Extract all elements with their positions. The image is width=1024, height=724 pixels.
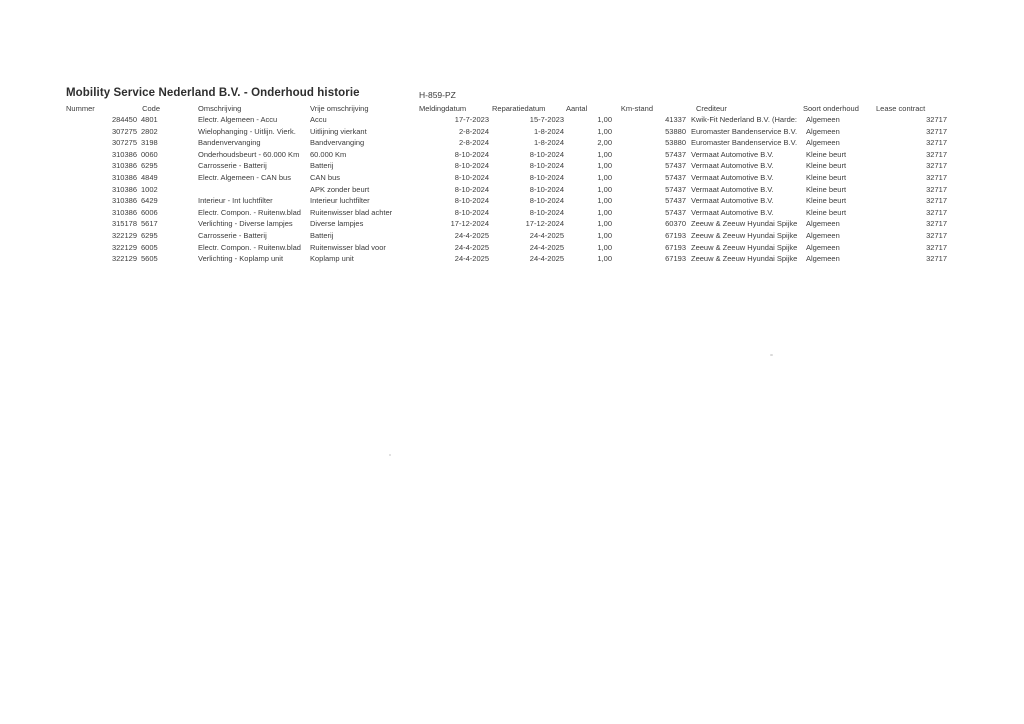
- column-header-km-stand: Km-stand: [620, 104, 653, 113]
- cell-nummer: 310386: [111, 207, 137, 217]
- cell-nummer: 310386: [111, 184, 137, 194]
- cell-crediteur-nummer: 57437: [665, 161, 686, 171]
- cell-crediteur: Euromaster Bandenservice B.V.: [691, 126, 798, 136]
- cell-nummer: 310386: [111, 172, 137, 182]
- cell-aantal: 1,00: [597, 126, 612, 136]
- cell-omschrijving: Electr. Algemeen - Accu: [198, 115, 278, 124]
- cell-crediteur-nummer: 57437: [665, 196, 686, 206]
- cell-meldingdatum: 2-8-2024: [458, 126, 489, 136]
- cell-crediteur: Vermaat Automotive B.V.: [691, 161, 774, 171]
- cell-crediteur: Zeeuw & Zeeuw Hyundai Spijke: [691, 219, 798, 229]
- table-row: [0, 172, 1024, 184]
- cell-reparatiedatum: 8-10-2024: [529, 207, 564, 217]
- cell-reparatiedatum: 8-10-2024: [529, 184, 564, 194]
- cell-soort-onderhoud: Kleine beurt: [806, 196, 847, 206]
- cell-vrije-omschrijving: Ruitenwisser blad voor: [310, 242, 386, 252]
- cell-reparatiedatum: 24-4-2025: [529, 254, 564, 264]
- cell-lease-contract: 32717: [926, 219, 947, 229]
- table-row: [0, 126, 1024, 138]
- cell-code: 6429: [141, 196, 158, 206]
- cell-meldingdatum: 2-8-2024: [458, 138, 489, 148]
- table-row: [0, 160, 1024, 172]
- cell-nummer: 307275: [111, 126, 137, 136]
- cell-aantal: 1,00: [597, 115, 612, 124]
- cell-soort-onderhoud: Algemeen: [806, 138, 840, 148]
- cell-soort-onderhoud: Algemeen: [806, 219, 840, 229]
- cell-soort-onderhoud: Algemeen: [806, 230, 840, 240]
- cell-soort-onderhoud: Algemeen: [806, 115, 840, 124]
- cell-code: 6295: [141, 161, 158, 171]
- cell-nummer: 310386: [111, 149, 137, 159]
- cell-soort-onderhoud: Kleine beurt: [806, 184, 847, 194]
- cell-reparatiedatum: 8-10-2024: [529, 161, 564, 171]
- cell-reparatiedatum: 24-4-2025: [529, 242, 564, 252]
- cell-omschrijving: Electr. Compon. - Ruitenw.blad: [198, 207, 301, 217]
- table-header-row: [0, 103, 1024, 114]
- cell-aantal: 2,00: [597, 138, 612, 148]
- cell-lease-contract: 32717: [926, 196, 947, 206]
- column-header-aantal: Aantal: [566, 104, 588, 113]
- column-header-reparatiedatum: Reparatiedatum: [492, 104, 546, 113]
- cell-meldingdatum: 24-4-2025: [454, 254, 489, 264]
- cell-vrije-omschrijving: Ruitenwisser blad achter: [310, 207, 393, 217]
- table-row: [0, 114, 1024, 126]
- cell-omschrijving: Carrosserie - Batterij: [198, 230, 267, 240]
- table-row: [0, 218, 1024, 230]
- cell-reparatiedatum: 17-12-2024: [525, 219, 564, 229]
- column-header-crediteur: Crediteur: [696, 104, 727, 113]
- table-row: [0, 230, 1024, 242]
- cell-vrije-omschrijving: Interieur luchtfilter: [310, 196, 370, 206]
- cell-crediteur-nummer: 57437: [665, 149, 686, 159]
- column-header-soort-onderhoud: Soort onderhoud: [803, 104, 859, 113]
- cell-aantal: 1,00: [597, 161, 612, 171]
- cell-vrije-omschrijving: Diverse lampjes: [310, 219, 364, 229]
- cell-aantal: 1,00: [597, 196, 612, 206]
- cell-omschrijving: Verlichting - Koplamp unit: [198, 254, 284, 264]
- cell-reparatiedatum: 8-10-2024: [529, 196, 564, 206]
- cell-meldingdatum: 24-4-2025: [454, 230, 489, 240]
- cell-aantal: 1,00: [597, 172, 612, 182]
- cell-reparatiedatum: 1-8-2024: [533, 126, 564, 136]
- cell-meldingdatum: 8-10-2024: [454, 207, 489, 217]
- cell-code: 6005: [141, 242, 158, 252]
- cell-lease-contract: 32717: [926, 115, 947, 124]
- cell-reparatiedatum: 24-4-2025: [529, 230, 564, 240]
- cell-meldingdatum: 8-10-2024: [454, 184, 489, 194]
- column-header-lease-contract: Lease contract: [876, 104, 926, 113]
- scan-artifact: [389, 454, 391, 456]
- table-row: [0, 195, 1024, 207]
- cell-meldingdatum: 8-10-2024: [454, 196, 489, 206]
- cell-crediteur: Zeeuw & Zeeuw Hyundai Spijke: [691, 254, 798, 264]
- cell-vrije-omschrijving: Accu: [310, 115, 327, 124]
- maintenance-history-table: [0, 103, 1024, 265]
- cell-lease-contract: 32717: [926, 242, 947, 252]
- cell-lease-contract: 32717: [926, 254, 947, 264]
- cell-soort-onderhoud: Algemeen: [806, 126, 840, 136]
- cell-crediteur-nummer: 53880: [665, 138, 686, 148]
- scan-artifact: [770, 354, 773, 356]
- cell-soort-onderhoud: Algemeen: [806, 242, 840, 252]
- cell-crediteur: Vermaat Automotive B.V.: [691, 207, 774, 217]
- cell-meldingdatum: 24-4-2025: [454, 242, 489, 252]
- cell-crediteur: Euromaster Bandenservice B.V.: [691, 138, 798, 148]
- column-header-omschrijving: Omschrijving: [198, 104, 242, 113]
- cell-vrije-omschrijving: Uitlijning vierkant: [310, 126, 367, 136]
- cell-code: 5617: [141, 219, 158, 229]
- cell-nummer: 310386: [111, 196, 137, 206]
- cell-crediteur-nummer: 41337: [665, 115, 686, 124]
- cell-crediteur: Kwik-Fit Nederland B.V. (Harde:: [691, 115, 798, 124]
- cell-vrije-omschrijving: Koplamp unit: [310, 254, 354, 264]
- cell-nummer: 310386: [111, 161, 137, 171]
- cell-lease-contract: 32717: [926, 230, 947, 240]
- cell-meldingdatum: 8-10-2024: [454, 161, 489, 171]
- cell-lease-contract: 32717: [926, 207, 947, 217]
- cell-code: 5605: [141, 254, 158, 264]
- column-header-nummer: Nummer: [66, 104, 95, 113]
- cell-reparatiedatum: 15-7-2023: [529, 115, 564, 124]
- cell-vrije-omschrijving: CAN bus: [310, 172, 341, 182]
- cell-omschrijving: Interieur - Int luchtfilter: [198, 196, 273, 206]
- table-row: [0, 253, 1024, 265]
- table-row: [0, 137, 1024, 149]
- cell-aantal: 1,00: [597, 184, 612, 194]
- cell-code: 3198: [141, 138, 158, 148]
- cell-crediteur: Zeeuw & Zeeuw Hyundai Spijke: [691, 230, 798, 240]
- cell-aantal: 1,00: [597, 242, 612, 252]
- column-header-code: Code: [142, 104, 160, 113]
- cell-code: 6006: [141, 207, 158, 217]
- cell-aantal: 1,00: [597, 254, 612, 264]
- table-row: [0, 184, 1024, 196]
- cell-meldingdatum: 8-10-2024: [454, 149, 489, 159]
- cell-lease-contract: 32717: [926, 149, 947, 159]
- cell-crediteur-nummer: 60370: [665, 219, 686, 229]
- cell-crediteur-nummer: 53880: [665, 126, 686, 136]
- cell-nummer: 284450: [111, 115, 137, 124]
- cell-crediteur-nummer: 67193: [665, 230, 686, 240]
- cell-crediteur: Zeeuw & Zeeuw Hyundai Spijke: [691, 242, 798, 252]
- table-row: [0, 207, 1024, 219]
- cell-vrije-omschrijving: Bandvervanging: [310, 138, 365, 148]
- report-title: Mobility Service Nederland B.V. - Onderhoud historie: [66, 87, 360, 99]
- cell-vrije-omschrijving: APK zonder beurt: [310, 184, 370, 194]
- cell-code: 4849: [141, 172, 158, 182]
- table-row: [0, 149, 1024, 161]
- cell-crediteur-nummer: 57437: [665, 184, 686, 194]
- cell-meldingdatum: 17-12-2024: [450, 219, 489, 229]
- cell-soort-onderhoud: Kleine beurt: [806, 149, 847, 159]
- cell-crediteur: Vermaat Automotive B.V.: [691, 149, 774, 159]
- cell-omschrijving: Verlichting - Diverse lampjes: [198, 219, 293, 229]
- column-header-meldingdatum: Meldingdatum: [419, 104, 467, 113]
- cell-aantal: 1,00: [597, 149, 612, 159]
- column-header-vrije-omschrijving: Vrije omschrijving: [310, 104, 369, 113]
- table-row: [0, 242, 1024, 254]
- cell-aantal: 1,00: [597, 219, 612, 229]
- cell-meldingdatum: 8-10-2024: [454, 172, 489, 182]
- cell-omschrijving: Onderhoudsbeurt - 60.000 Km: [198, 149, 300, 159]
- cell-nummer: 322129: [111, 230, 137, 240]
- cell-aantal: 1,00: [597, 230, 612, 240]
- cell-nummer: 315178: [111, 219, 137, 229]
- cell-reparatiedatum: 1-8-2024: [533, 138, 564, 148]
- cell-omschrijving: Carrosserie - Batterij: [198, 161, 267, 171]
- cell-nummer: 307275: [111, 138, 137, 148]
- cell-vrije-omschrijving: 60.000 Km: [310, 149, 347, 159]
- cell-lease-contract: 32717: [926, 138, 947, 148]
- license-plate: H-859-PZ: [419, 90, 456, 100]
- cell-soort-onderhoud: Kleine beurt: [806, 172, 847, 182]
- cell-omschrijving: Electr. Algemeen - CAN bus: [198, 172, 291, 182]
- cell-meldingdatum: 17-7-2023: [454, 115, 489, 124]
- cell-omschrijving: Wielophanging - Uitlijn. Vierk.: [198, 126, 296, 136]
- cell-crediteur-nummer: 57437: [665, 172, 686, 182]
- cell-code: 2802: [141, 126, 158, 136]
- cell-code: 1002: [141, 184, 158, 194]
- cell-lease-contract: 32717: [926, 172, 947, 182]
- cell-vrije-omschrijving: Batterij: [310, 161, 334, 171]
- cell-code: 0060: [141, 149, 158, 159]
- cell-crediteur-nummer: 57437: [665, 207, 686, 217]
- cell-lease-contract: 32717: [926, 126, 947, 136]
- cell-aantal: 1,00: [597, 207, 612, 217]
- cell-reparatiedatum: 8-10-2024: [529, 172, 564, 182]
- cell-crediteur: Vermaat Automotive B.V.: [691, 196, 774, 206]
- cell-nummer: 322129: [111, 254, 137, 264]
- cell-crediteur-nummer: 67193: [665, 242, 686, 252]
- cell-vrije-omschrijving: Batterij: [310, 230, 334, 240]
- table-rows: [0, 114, 1024, 265]
- cell-crediteur-nummer: 67193: [665, 254, 686, 264]
- cell-lease-contract: 32717: [926, 184, 947, 194]
- cell-soort-onderhoud: Kleine beurt: [806, 161, 847, 171]
- cell-omschrijving: Bandenvervanging: [198, 138, 261, 148]
- cell-code: 4801: [141, 115, 158, 124]
- cell-nummer: 322129: [111, 242, 137, 252]
- cell-crediteur: Vermaat Automotive B.V.: [691, 172, 774, 182]
- cell-code: 6295: [141, 230, 158, 240]
- cell-soort-onderhoud: Algemeen: [806, 254, 840, 264]
- cell-omschrijving: Electr. Compon. - Ruitenw.blad: [198, 242, 301, 252]
- cell-reparatiedatum: 8-10-2024: [529, 149, 564, 159]
- cell-lease-contract: 32717: [926, 161, 947, 171]
- cell-crediteur: Vermaat Automotive B.V.: [691, 184, 774, 194]
- cell-soort-onderhoud: Kleine beurt: [806, 207, 847, 217]
